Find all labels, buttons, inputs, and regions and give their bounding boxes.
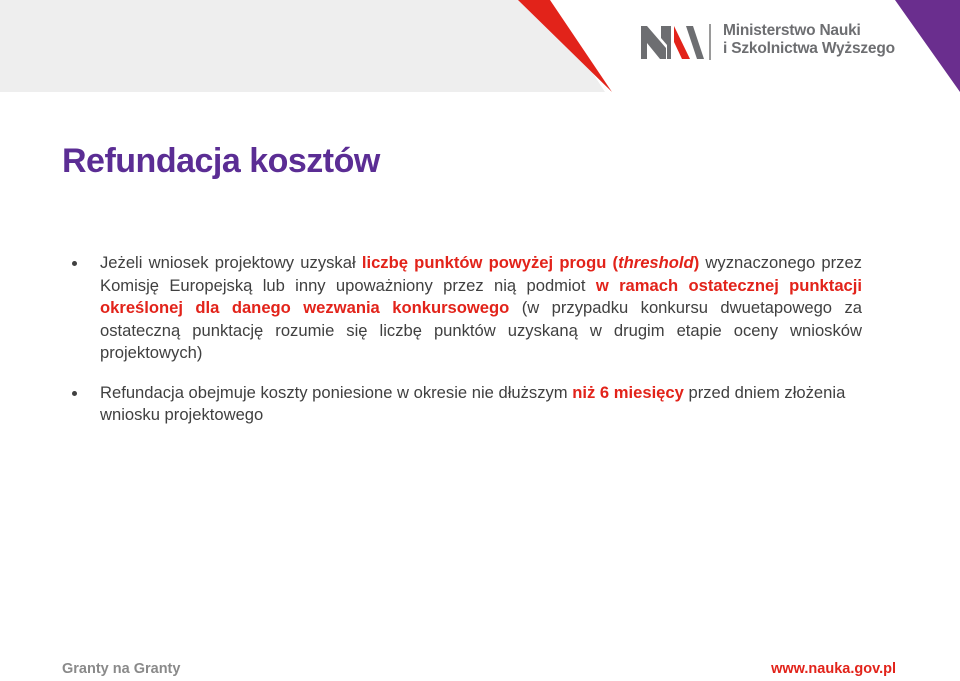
- highlight-segment: liczbę punktów powyżej progu (: [361, 253, 619, 272]
- highlight-italic-segment: threshold: [618, 253, 694, 272]
- bullet-dot: [72, 391, 77, 396]
- highlight-segment: ): [693, 253, 700, 272]
- logo-line-2: i Szkolnictwa Wyższego: [723, 40, 895, 57]
- bullet-list: [62, 252, 862, 427]
- footer-website-link[interactable]: www.nauka.gov.pl: [771, 661, 896, 677]
- banner-gray-stripe: [0, 0, 605, 92]
- bullet-refund-condition: [62, 252, 862, 365]
- bullet-refund-period: [62, 382, 862, 427]
- text-segment: Jeżeli wniosek projektowy uzyskał: [100, 253, 362, 272]
- highlight-segment: w ramach ostatecznej punktacji określonej dla danego wezwania konkursowego: [100, 275, 862, 317]
- logo-line-1: Ministerstwo Nauki: [723, 22, 861, 39]
- banner-purple-triangle: [895, 0, 960, 92]
- text-segment: Refundacja obejmuje koszty poniesione w okresie nie dłuższym: [100, 382, 573, 402]
- page-title: Refundacja kosztów: [62, 142, 380, 180]
- bullet-text: [100, 383, 845, 425]
- highlight-segment: niż 6 miesięcy: [572, 382, 684, 402]
- ministry-logo-icon: [641, 24, 711, 60]
- text-segment: (w przypadku konkursu dwuetapowego za ostateczną punktację rozumie się liczbę punktów uzyskaną w drugim etapie oceny wniosków projektowych): [100, 298, 862, 362]
- footer-program-name: Granty na Granty: [62, 661, 181, 677]
- text-segment: przed dniem złożenia wniosku projektowego: [100, 382, 846, 424]
- text-segment: wyznaczonego przez Komisję Europejską lub inny upoważniony przez nią podmiot: [100, 253, 862, 295]
- ministry-logo-text: [723, 22, 895, 58]
- bullet-text: [100, 253, 862, 362]
- bullet-dot: [72, 261, 77, 266]
